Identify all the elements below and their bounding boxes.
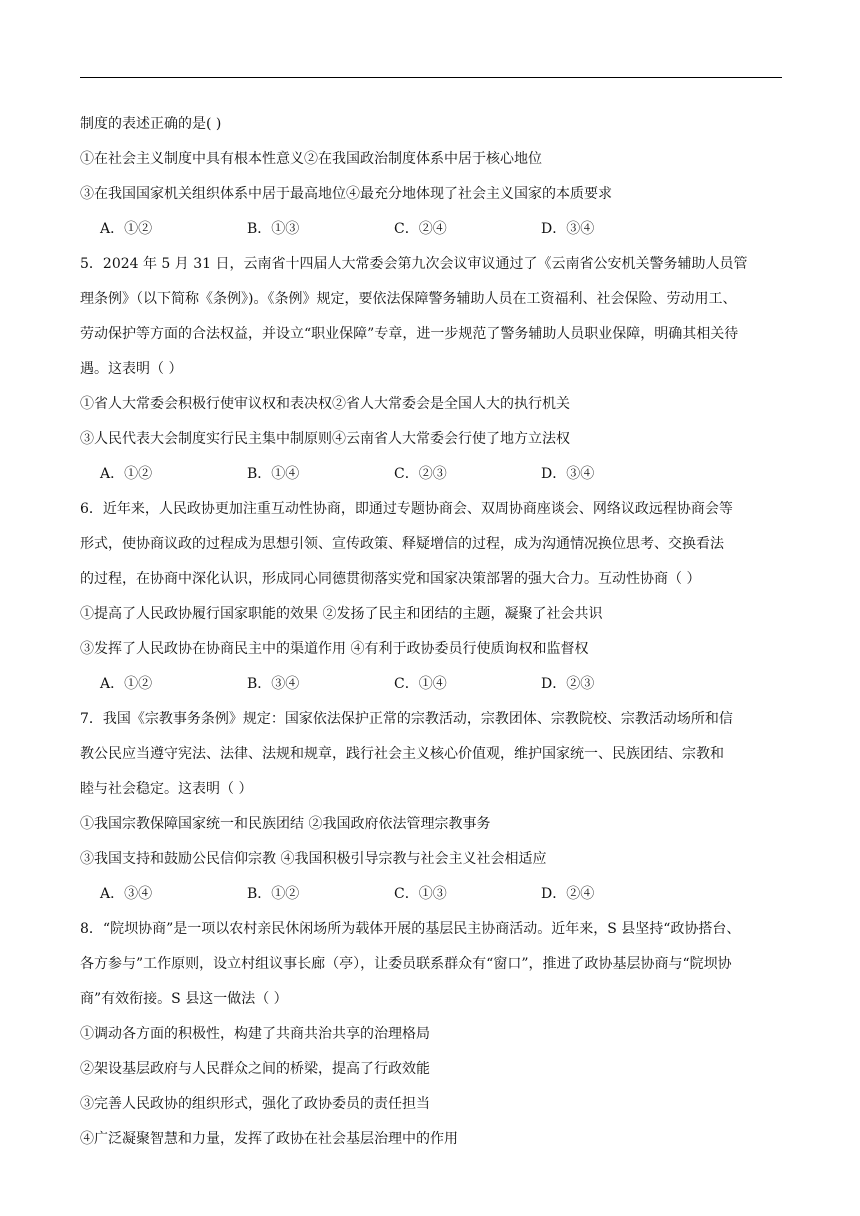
q8-statement-1: ①调动各方面的积极性，构建了共商共治共享的治理格局	[80, 1026, 430, 1042]
q5-stem-line: 遇。这表明（ ）	[80, 361, 183, 377]
q5-option-d[interactable]: D．③④	[541, 466, 595, 482]
q6-stem	[80, 492, 790, 597]
q6-option-d[interactable]: D．②③	[541, 676, 595, 692]
q4-option-d[interactable]: D．③④	[541, 221, 595, 237]
q8-stem	[80, 912, 790, 1017]
header-rule	[80, 77, 782, 78]
q8-stem-line: 各方参与”工作原则，设立村组议事长廊（亭），让委员联系群众有“窗口”，推进了政协基层协商与“院坝协	[80, 956, 732, 972]
q5-statement-2: ③人民代表大会制度实行民主集中制原则④云南省人大常委会行使了地方立法权	[80, 431, 570, 447]
q7-stem-line: 7．我国《宗教事务条例》规定：国家依法保护正常的宗教活动，宗教团体、宗教院校、宗教活动场所和信	[80, 711, 733, 727]
q6-stem-line: 的过程，在协商中深化认识，形成同心同德贯彻落实党和国家决策部署的强大合力。互动性协商（ ）	[80, 571, 701, 587]
q6-options	[80, 667, 790, 702]
q6-stem-line: 形式，使协商议政的过程成为思想引领、宣传政策、释疑增信的过程，成为沟通情况换位思考、交换看法	[80, 536, 724, 552]
q5-stem	[80, 247, 790, 387]
q7-option-a[interactable]: A．③④	[100, 886, 153, 902]
q8-statement-2: ②架设基层政府与人民群众之间的桥梁，提高了行政效能	[80, 1061, 430, 1077]
q5-statement-1: ①省人大常委会积极行使审议权和表决权②省人大常委会是全国人大的执行机关	[80, 396, 570, 412]
q7-options	[80, 877, 790, 912]
q4-statement-2: ③在我国国家机关组织体系中居于最高地位④最充分地体现了社会主义国家的本质要求	[80, 186, 612, 202]
q5-options	[80, 457, 790, 492]
q7-stem-line: 教公民应当遵守宪法、法律、法规和规章，践行社会主义核心价值观，维护国家统一、民族团结、宗教和	[80, 746, 724, 762]
q6-statement-2: ③发挥了人民政协在协商民主中的渠道作用 ④有利于政协委员行使质询权和监督权	[80, 641, 589, 657]
q6-option-b[interactable]: B．③④	[247, 676, 300, 692]
q7-statement-2: ③我国支持和鼓励公民信仰宗教 ④我国积极引导宗教与社会主义社会相适应	[80, 851, 547, 867]
q7-stem	[80, 702, 790, 807]
q5-option-b[interactable]: B．①④	[247, 466, 300, 482]
q5-option-c[interactable]: C．②③	[394, 466, 447, 482]
q7-stem-line: 睦与社会稳定。这表明（ ）	[80, 781, 253, 797]
q4-option-c[interactable]: C．②④	[394, 221, 447, 237]
q8-statement-4: ④广泛凝聚智慧和力量，发挥了政协在社会基层治理中的作用	[80, 1131, 458, 1147]
q4-stem-continued: 制度的表述正确的是( )	[80, 116, 222, 132]
exam-page	[80, 107, 790, 1157]
q4-statement-1: ①在社会主义制度中具有根本性意义②在我国政治制度体系中居于核心地位	[80, 151, 542, 167]
q5-stem-line: 5．2024 年 5 月 31 日，云南省十四届人大常委会第九次会议审议通过了《云南省公安机关警务辅助人员管	[80, 256, 748, 272]
q6-option-c[interactable]: C．①④	[394, 676, 447, 692]
q7-option-d[interactable]: D．②④	[541, 886, 595, 902]
q5-option-a[interactable]: A．①②	[100, 466, 153, 482]
q6-statement-1: ①提高了人民政协履行国家职能的效果 ②发扬了民主和团结的主题，凝聚了社会共识	[80, 606, 603, 622]
q7-option-b[interactable]: B．①②	[247, 886, 300, 902]
q4-option-a[interactable]: A．①②	[100, 221, 153, 237]
q5-stem-line: 理条例》（以下简称《条例》)。《条例》规定，要依法保障警务辅助人员在工资福利、社会保险、劳动用工、	[80, 291, 737, 307]
q8-statement-3: ③完善人民政协的组织形式，强化了政协委员的责任担当	[80, 1096, 430, 1112]
q4-option-b[interactable]: B．①③	[247, 221, 300, 237]
q8-stem-line: 8．“院坝协商”是一项以农村亲民休闲场所为载体开展的基层民主协商活动。近年来，S 县坚持“政协搭台、	[80, 921, 741, 937]
q6-stem-line: 6．近年来，人民政协更加注重互动性协商，即通过专题协商会、双周协商座谈会、网络议政远程协商会等	[80, 501, 733, 517]
q8-stem-line: 商”有效衔接。S 县这一做法（ ）	[80, 991, 288, 1007]
q7-option-c[interactable]: C．①③	[394, 886, 447, 902]
q7-statement-1: ①我国宗教保障国家统一和民族团结 ②我国政府依法管理宗教事务	[80, 816, 491, 832]
q4-options	[80, 212, 790, 247]
q6-option-a[interactable]: A．①②	[100, 676, 153, 692]
q5-stem-line: 劳动保护等方面的合法权益，并设立“职业保障”专章，进一步规范了警务辅助人员职业保障，明确其相关待	[80, 326, 739, 342]
